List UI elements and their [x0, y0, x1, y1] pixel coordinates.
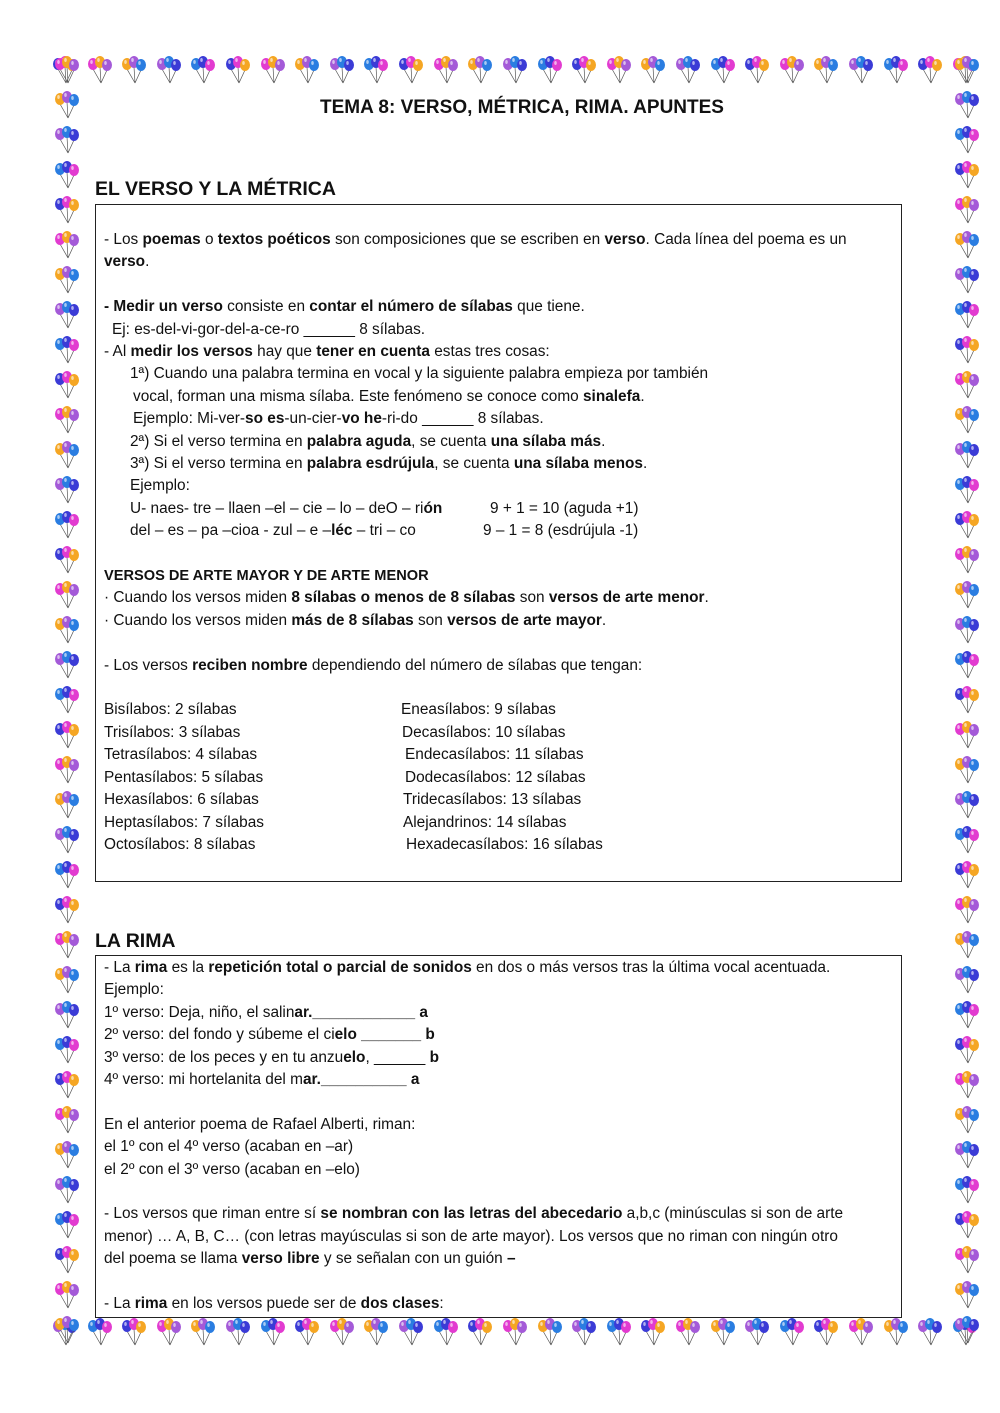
rima-box — [95, 955, 902, 1318]
arte-menor: · Cuando los versos miden 8 sílabas o menos de 8 sílabas son versos de arte menor. — [104, 589, 709, 607]
arte-mayor: · Cuando los versos miden más de 8 sílabas son versos de arte mayor. — [104, 611, 607, 629]
verse-names-table — [104, 699, 893, 856]
verse-name: Eneasílabos: 9 sílabas — [401, 701, 556, 719]
paragraph-tener-cuenta: - Al medir los versos hay que tener en cuenta estas tres cosas: — [104, 343, 550, 361]
verse-line-4: 4º verso: mi hortelanita del mar.__________ a — [104, 1071, 420, 1089]
verse-name: Dodecasílabos: 12 sílabas — [405, 768, 586, 786]
verse-name: Tetrasílabos: 4 sílabas — [104, 746, 258, 764]
example-label: Ejemplo: — [104, 981, 164, 999]
verse-name: Alejandrinos: 14 sílabas — [403, 813, 567, 831]
paragraph-poemas: - Los poemas o textos poéticos son composiciones que se escriben en verso. Cada línea del poema es un — [104, 231, 847, 248]
section-heading-rima: LA RIMA — [95, 930, 176, 952]
example-aguda: U- naes- tre – llaen –el – cie – lo – deO – rión 9 + 1 = 10 (aguda +1) — [130, 499, 639, 517]
verse-names-left — [104, 699, 401, 856]
paragraph-rima: - La rima es la repetición total o parcial de sonidos en dos o más versos tras la última vocal acentuada. — [104, 959, 831, 976]
example-medir: Ej: es-del-vi-gor-del-a-ce-ro ______ 8 sílabas. — [112, 320, 426, 338]
verse-name: Heptasílabos: 7 sílabas — [104, 813, 264, 831]
verse-name: Pentasílabos: 5 sílabas — [104, 768, 264, 786]
verse-name: Decasílabos: 10 sílabas — [402, 723, 566, 741]
verse-name: Octosílabos: 8 sílabas — [104, 835, 256, 853]
verse-line-3: 3º verso: de los peces y en tu anzuelo, ______ b — [104, 1048, 440, 1066]
example-esdrujula: del – es – pa –cioa - zul – e –léc – tri – co 9 – 1 = 8 (esdrújula -1) — [130, 522, 639, 540]
naming-paragraph-cont: menor) … A, B, C… (con letras mayúsculas si son de arte mayor). Los versos que no riman con ningún otro — [104, 1227, 838, 1245]
verse-name: Endecasílabos: 11 sílabas — [405, 746, 584, 764]
verse-name: Hexasílabos: 6 sílabas — [104, 791, 259, 809]
naming-paragraph: - Los versos que riman entre sí se nombran con las letras del abecedario a,b,c (minúsculas si son de arte — [104, 1205, 844, 1223]
naming-paragraph-end: del poema se llama verso libre y se señalan con un guión – — [104, 1250, 516, 1268]
rule-1-example: Ejemplo: Mi-ver-so es-un-cier-vo he-ri-do ______ 8 sílabas. — [133, 410, 544, 428]
rule-1: 1ª) Cuando una palabra termina en vocal y la siguiente palabra empieza por también — [130, 365, 709, 383]
rule-2: 2ª) Si el verso termina en palabra aguda, se cuenta una sílaba más. — [130, 432, 606, 450]
section-heading-verso: EL VERSO Y LA MÉTRICA — [95, 178, 336, 200]
verse-names-right — [401, 699, 603, 856]
names-intro: - Los versos reciben nombre dependiendo del número de sílabas que tengan: — [104, 656, 643, 674]
verse-name: Hexadecasílabos: 16 sílabas — [406, 835, 603, 853]
page-title: TEMA 8: VERSO, MÉTRICA, RIMA. APUNTES — [320, 97, 724, 118]
verse-name: Trisílabos: 3 sílabas — [104, 723, 241, 741]
subheading-arte: VERSOS DE ARTE MAYOR Y DE ARTE MENOR — [104, 568, 429, 585]
verse-line-2: 2º verso: del fondo y súbeme el cielo _______ b — [104, 1026, 435, 1044]
rule-3: 3ª) Si el verso termina en palabra esdrújula, se cuenta una sílaba menos. — [130, 455, 648, 473]
alberti-rhyme-2: el 2º con el 3º verso (acaban en –elo) — [104, 1160, 360, 1178]
verso-metrica-box — [95, 204, 902, 882]
paragraph-medir: - Medir un verso consiste en contar el número de sílabas que tiene. — [104, 298, 585, 316]
paragraph-poemas-cont: verso. — [104, 253, 150, 271]
verse-name: Bisílabos: 2 sílabas — [104, 701, 237, 719]
verse-name: Tridecasílabos: 13 sílabas — [403, 791, 582, 809]
verse-line-1: 1º verso: Deja, niño, el salinar.____________ a — [104, 1003, 428, 1021]
example-label: Ejemplo: — [130, 477, 190, 495]
rhyme-types-intro: - La rima en los versos puede ser de dos clases: — [104, 1295, 444, 1313]
alberti-rhyme-1: el 1º con el 4º verso (acaban en –ar) — [104, 1138, 354, 1156]
rule-1-cont: vocal, forman una misma sílaba. Este fenómeno se conoce como sinalefa. — [133, 387, 645, 405]
alberti-intro: En el anterior poema de Rafael Alberti, riman: — [104, 1115, 416, 1133]
